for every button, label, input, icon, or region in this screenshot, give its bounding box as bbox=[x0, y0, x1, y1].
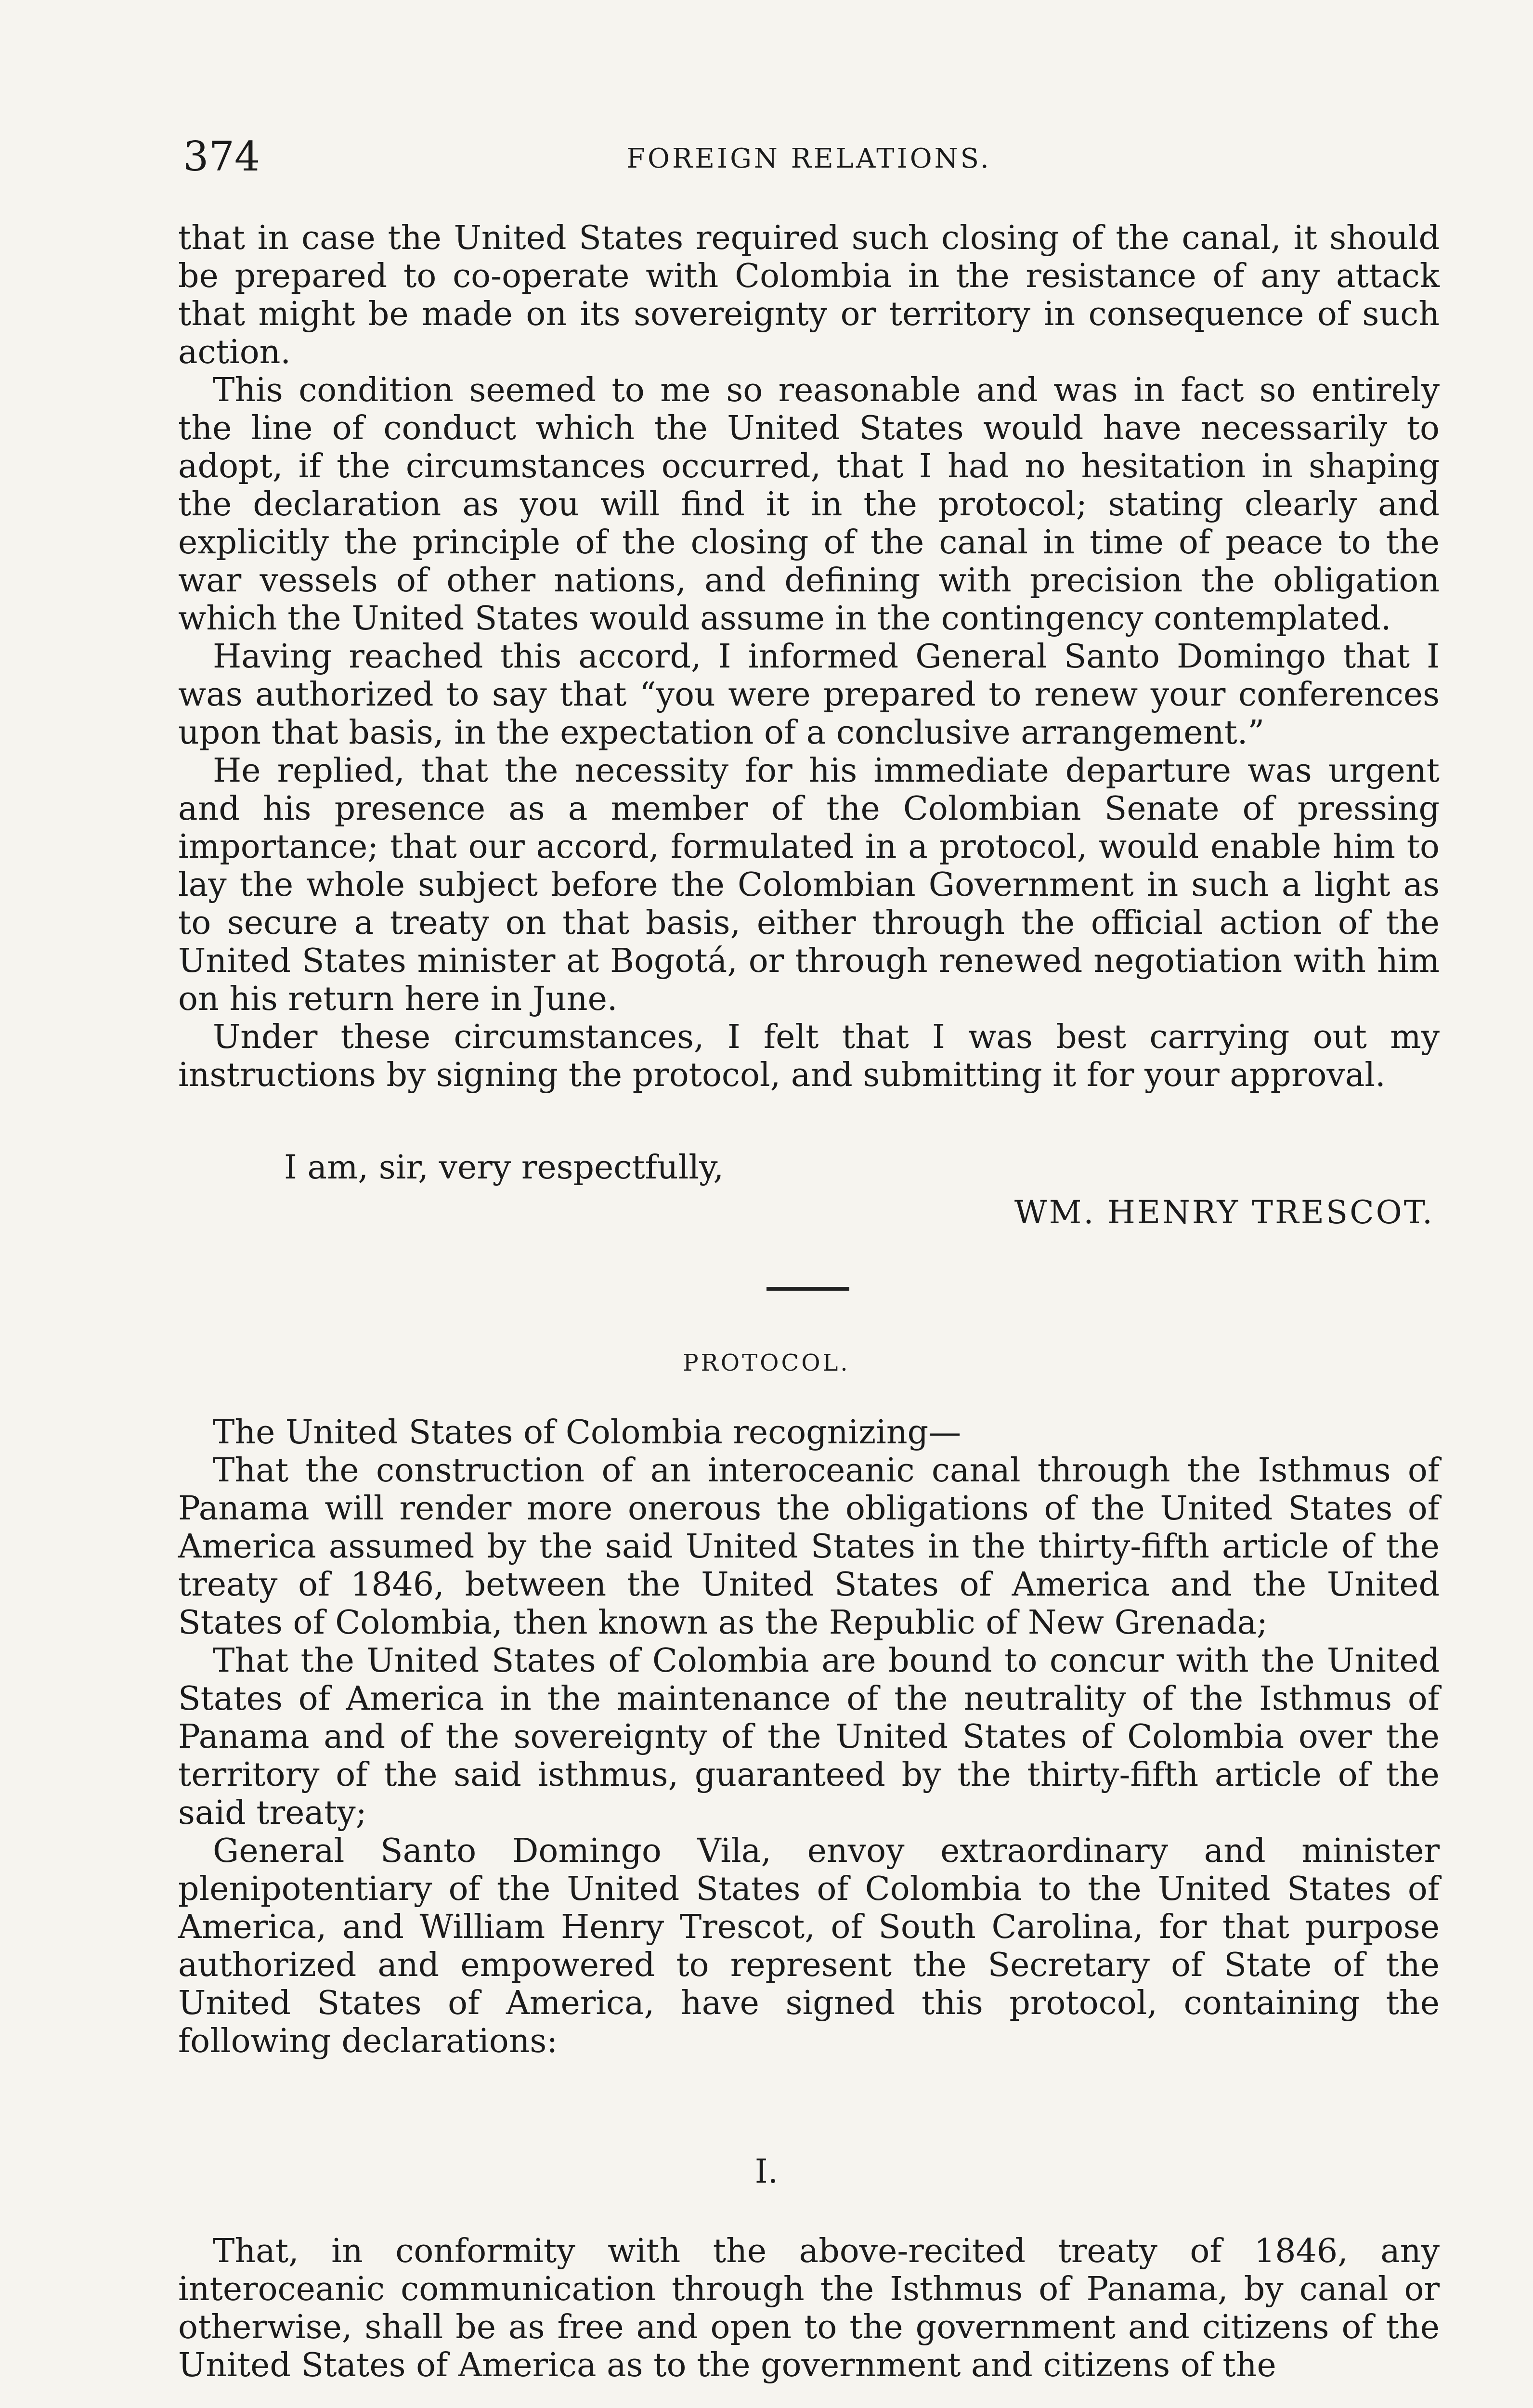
section-divider bbox=[766, 1287, 849, 1291]
protocol-paragraph-3: That the United States of Colombia are bound to concur with the United States of America in the maintenance of the neutrality of the Isthmus of Panama and of the sovereignty of the United States of Colombia over the territory of the said isthmus, guaranteed by the thirty-fifth article of the said treaty; bbox=[178, 1642, 1440, 1832]
protocol-paragraph-1: The United States of Colombia recognizing— bbox=[213, 1413, 961, 1452]
protocol-heading: PROTOCOL. bbox=[683, 1349, 850, 1376]
letter-paragraph-2: This condition seemed to me so reasonable and was in fact so entirely the line of conduct which the United States would have necessarily to adopt, if the circumstances occurred, that I had no hesitation in shaping the declaration as you will find it in the protocol; stating clearly and explicitly the principle of the closing of the canal in time of peace to the war vessels of other nations, and defining with precision the obligation which the United States would assume in the contingency contemplated. bbox=[178, 371, 1440, 638]
letter-closing: I am, sir, very respectfully, bbox=[284, 1149, 724, 1187]
letter-signature: WM. HENRY TRESCOT. bbox=[1014, 1194, 1434, 1231]
protocol-preamble bbox=[178, 1413, 1440, 2060]
running-head: FOREIGN RELATIONS. bbox=[626, 143, 991, 174]
letter-paragraph-4: He replied, that the necessity for his immediate departure was urgent and his presence as a member of the Colombian Senate of pressing importance; that our accord, formulated in a protocol, would enable him to lay the whole subject before the Colombian Government in such a light as to secure a treaty on that basis, either through the official action of the United States minister at Bogotá, or through renewed negotiation with him on his return here in June. bbox=[178, 752, 1440, 1018]
article-number: I. bbox=[754, 2153, 779, 2191]
protocol-paragraph-4: General Santo Domingo Vila, envoy extraordinary and minister plenipotentiary of the United States of Colombia to the United States of America, and William Henry Trescot, of South Carolina, for that purpose authorized and empowered to represent the Secretary of State of the United States of America, have signed this protocol, containing the following declarations: bbox=[178, 1832, 1440, 2060]
page-number: 374 bbox=[183, 133, 260, 180]
article-body bbox=[178, 2232, 1440, 2384]
letter-body bbox=[178, 219, 1440, 1094]
page-header bbox=[183, 130, 1435, 183]
letter-paragraph-1: that in case the United States required such closing of the canal, it should be prepared to co-operate with Colombia in the resistance of any attack that might be made on its sovereignty or territory in consequence of such action. bbox=[178, 219, 1440, 371]
protocol-paragraph-2: That the construction of an interoceanic canal through the Isthmus of Panama will render more onerous the obligations of the United States of America assumed by the said United States in the thirty-fifth article of the treaty of 1846, between the United States of America and the United States of Colombia, then known as the Republic of New Grenada; bbox=[178, 1452, 1440, 1642]
letter-paragraph-5: Under these circumstances, I felt that I was best carrying out my instructions by signing the protocol, and submitting it for your approval. bbox=[178, 1018, 1440, 1094]
article-paragraph: That, in conformity with the above-recited treaty of 1846, any interoceanic communication through the Isthmus of Panama, by canal or otherwise, shall be as free and open to the government and citizens of the United States of America as to the government and citizens of the bbox=[178, 2232, 1440, 2384]
letter-paragraph-3: Having reached this accord, I informed General Santo Domingo that I was authorized to say that “you were prepared to renew your conferences upon that basis, in the expectation of a conclusive arrangement.” bbox=[178, 638, 1440, 752]
